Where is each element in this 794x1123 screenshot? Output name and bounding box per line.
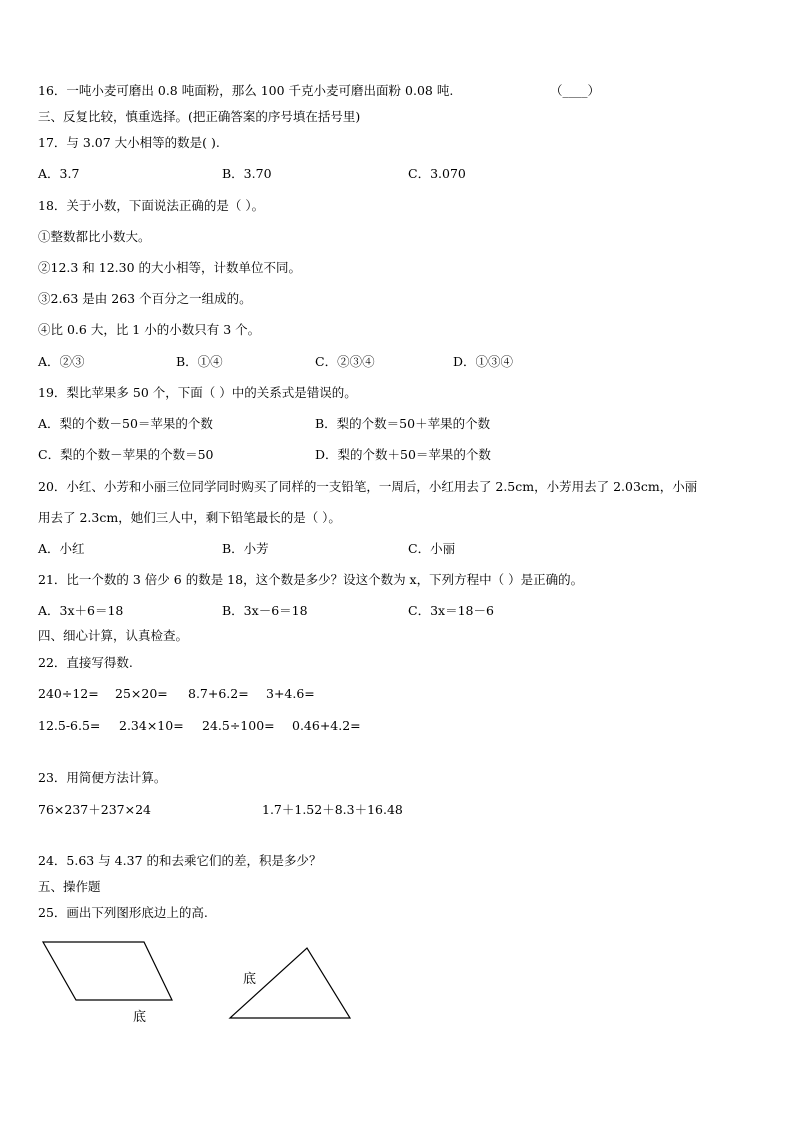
q18-option-d[interactable]: D．①③④ <box>453 354 514 369</box>
q20-stem-line-2: 用去了 2.3cm，她们三人中，剩下铅笔最长的是（ ）。 <box>38 510 341 525</box>
q22-row1-item-3: 8.7+6.2= <box>188 686 249 701</box>
q19-option-a[interactable]: A．梨的个数－50＝苹果的个数 <box>38 416 213 431</box>
q17-option-a[interactable]: A．3.7 <box>38 166 80 181</box>
q17-stem: 17．与 3.07 大小相等的数是( ). <box>38 135 220 150</box>
section-3-heading: 三、反复比较，慎重选择。(把正确答案的序号填在括号里) <box>38 109 361 124</box>
q20-option-b[interactable]: B．小芳 <box>222 541 269 556</box>
q18-option-c[interactable]: C．②③④ <box>315 354 375 369</box>
q18-option-b[interactable]: B．①④ <box>176 354 223 369</box>
q21-option-c[interactable]: C．3x＝18－6 <box>408 603 494 618</box>
q21-stem: 21．比一个数的 3 倍少 6 的数是 18，这个数是多少？设这个数为 x，下列方程中（ ）是正确的。 <box>38 572 584 587</box>
q22-row2-item-1: 12.5-6.5= <box>38 718 101 733</box>
parallelogram-base-label: 底 <box>133 1010 147 1025</box>
q25-stem: 25．画出下列图形底边上的高. <box>38 905 208 920</box>
q21-option-b[interactable]: B．3x－6＝18 <box>222 603 308 618</box>
q22-row1-item-2: 25×20= <box>115 686 168 701</box>
q18-statement-1: ①整数都比小数大。 <box>38 229 151 244</box>
q22-row2-item-2: 2.34×10= <box>119 718 184 733</box>
q22-row2-item-4: 0.46+4.2= <box>292 718 361 733</box>
q17-option-b[interactable]: B．3.70 <box>222 166 272 181</box>
section-5-heading: 五、操作题 <box>38 879 101 894</box>
q22-row1-item-1: 240÷12= <box>38 686 99 701</box>
triangle-shape <box>230 948 350 1018</box>
triangle-base-label: 底 <box>243 972 257 987</box>
q22-row1-item-4: 3+4.6= <box>266 686 315 701</box>
q18-statement-3: ③2.63 是由 263 个百分之一组成的。 <box>38 291 252 306</box>
q20-stem-line-1: 20．小红、小芳和小丽三位同学同时购买了同样的一支铅笔，一周后，小红用去了 2.5cm，小芳用去了 2.03cm，小丽 <box>38 479 698 494</box>
q23-stem: 23．用简便方法计算。 <box>38 770 167 785</box>
q18-statement-2: ②12.3 和 12.30 的大小相等，计数单位不同。 <box>38 260 302 275</box>
q19-stem: 19．梨比苹果多 50 个，下面（ ）中的关系式是错误的。 <box>38 385 357 400</box>
q22-row2-item-3: 24.5÷100= <box>202 718 275 733</box>
q19-option-c[interactable]: C．梨的个数－苹果的个数＝50 <box>38 447 214 462</box>
q16-answer-blank[interactable]: （____） <box>550 83 601 98</box>
parallelogram-shape <box>43 942 172 1000</box>
q16-text: 16．一吨小麦可磨出 0.8 吨面粉，那么 100 千克小麦可磨出面粉 0.08 吨. <box>38 83 454 98</box>
q23-item-1: 76×237＋237×24 <box>38 802 151 817</box>
q19-option-d[interactable]: D．梨的个数＋50＝苹果的个数 <box>315 447 491 462</box>
q21-option-a[interactable]: A．3x＋6＝18 <box>38 603 124 618</box>
section-4-heading: 四、细心计算，认真检查。 <box>38 628 189 643</box>
q20-option-c[interactable]: C．小丽 <box>408 541 456 556</box>
q23-item-2: 1.7＋1.52＋8.3＋16.48 <box>262 802 403 817</box>
q18-stem: 18．关于小数，下面说法正确的是（ ）。 <box>38 198 265 213</box>
q19-option-b[interactable]: B．梨的个数＝50＋苹果的个数 <box>315 416 491 431</box>
q22-stem: 22．直接写得数. <box>38 655 133 670</box>
q18-statement-4: ④比 0.6 大，比 1 小的小数只有 3 个。 <box>38 322 261 337</box>
q17-option-c[interactable]: C．3.070 <box>408 166 466 181</box>
q20-option-a[interactable]: A．小红 <box>38 541 85 556</box>
q24-stem: 24．5.63 与 4.37 的和去乘它们的差，积是多少？ <box>38 853 322 868</box>
q18-option-a[interactable]: A．②③ <box>38 354 85 369</box>
